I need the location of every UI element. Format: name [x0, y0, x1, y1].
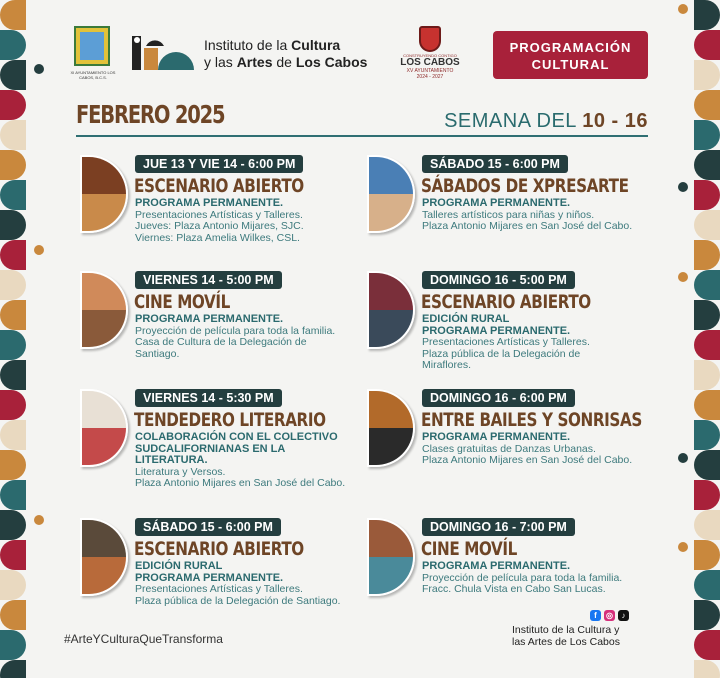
- stripe-segment: [694, 90, 720, 120]
- decorative-dot: [34, 515, 44, 525]
- right-decorative-stripe: [694, 0, 720, 678]
- event-datetime: SÁBADO 15 - 6:00 PM: [135, 518, 281, 536]
- event-highlight-line: EDICIÓN RURAL: [135, 560, 223, 572]
- event-detail-line: Plaza pública de la Delegación de Santiago.: [135, 594, 341, 607]
- decorative-dot: [678, 542, 688, 552]
- event-title: TENDEDERO LITERARIO: [134, 409, 326, 431]
- stripe-segment: [0, 420, 26, 450]
- event-details: [422, 432, 672, 467]
- stripe-segment: [694, 150, 720, 180]
- event-photo: [367, 389, 415, 467]
- stripe-segment: [0, 210, 26, 240]
- event-datetime: VIERNES 14 - 5:30 PM: [135, 389, 282, 407]
- decorative-dot: [34, 64, 44, 74]
- event-highlight-line: PROGRAMA PERMANENTE.: [422, 431, 571, 443]
- event-title: CINE MOVÍL: [421, 538, 517, 560]
- stripe-segment: [694, 180, 720, 210]
- programacion-cultural-badge: PROGRAMACIÓN CULTURAL: [493, 31, 648, 79]
- stripe-segment: [694, 330, 720, 360]
- facebook-icon[interactable]: f: [590, 610, 601, 621]
- stripe-segment: [0, 510, 26, 540]
- tiktok-icon[interactable]: ♪: [618, 610, 629, 621]
- event-highlight-line: COLABORACIÓN CON EL COLECTIVO: [135, 431, 338, 443]
- stripe-segment: [694, 300, 720, 330]
- event-highlight-line: PROGRAMA PERMANENTE.: [422, 324, 571, 337]
- municipal-logo: [74, 26, 110, 66]
- event-highlight-line: SUDCALIFORNIANAS EN LA: [135, 442, 286, 455]
- stripe-segment: [694, 270, 720, 300]
- stripe-segment: [0, 540, 26, 570]
- event-photo: [367, 271, 415, 349]
- event-photo: [80, 389, 128, 467]
- event-detail-line: Clases gratuitas de Danzas Urbanas.: [422, 442, 596, 455]
- event-photo: [80, 518, 128, 596]
- event-datetime: VIERNES 14 - 5:00 PM: [135, 271, 282, 289]
- event-details: [135, 198, 385, 244]
- left-decorative-stripe: [0, 0, 26, 678]
- stripe-segment: [0, 390, 26, 420]
- stripe-segment: [0, 300, 26, 330]
- event-datetime: JUE 13 Y VIE 14 - 6:00 PM: [135, 155, 303, 173]
- ayuntamiento-logo: CONSTRUYENDO CONTIGO LOS CABOS XV AYUNTAMIENTO 2024 - 2027: [396, 26, 464, 80]
- event-highlight-line: LITERATURA.: [135, 454, 208, 466]
- event-detail-line: Proyección de película para toda la familia.: [135, 324, 336, 337]
- stripe-segment: [0, 60, 26, 90]
- event-detail-line: Plaza Antonio Mijares en San José del Cabo.: [422, 220, 633, 232]
- institute-name: Instituto de la Cultura y las Artes de Los Cabos: [204, 37, 368, 70]
- event-title: ESCENARIO ABIERTO: [421, 291, 591, 313]
- stripe-segment: [694, 360, 720, 390]
- stripe-segment: [694, 510, 720, 540]
- social-icons: [590, 610, 629, 621]
- decorative-dot: [34, 245, 44, 255]
- event-detail-line: Viernes: Plaza Amelia Wilkes, CSL.: [135, 231, 300, 244]
- stripe-segment: [0, 30, 26, 60]
- stripe-segment: [694, 420, 720, 450]
- stripe-segment: [0, 270, 26, 300]
- event-card: [367, 389, 657, 499]
- event-highlight-line: EDICIÓN RURAL: [422, 313, 510, 325]
- event-datetime: DOMINGO 16 - 7:00 PM: [422, 518, 575, 536]
- stripe-segment: [0, 180, 26, 210]
- week-range: SEMANA DEL 10 - 16: [444, 110, 648, 132]
- event-detail-line: Presentaciones Artísticas y Talleres.: [422, 336, 590, 348]
- event-photo: [367, 155, 415, 233]
- event-highlight-line: PROGRAMA PERMANENTE.: [422, 560, 571, 572]
- decorative-dot: [678, 453, 688, 463]
- event-title: SÁBADOS DE XPRESARTE: [421, 175, 629, 197]
- event-photo: [367, 518, 415, 596]
- footer-organization: Instituto de la Cultura y las Artes de Los Cabos: [512, 624, 620, 648]
- instagram-icon[interactable]: ◎: [604, 610, 615, 621]
- event-detail-line: Fracc. Chula Vista en Cabo San Lucas.: [422, 583, 606, 595]
- hashtag: #ArteYCulturaQueTransforma: [64, 632, 223, 646]
- event-detail-line: Casa de Cultura de la Delegación de: [135, 336, 307, 348]
- event-detail-line: Santiago.: [135, 347, 180, 360]
- decorative-dot: [678, 182, 688, 192]
- event-title: ESCENARIO ABIERTO: [134, 538, 304, 560]
- stripe-segment: [0, 240, 26, 270]
- event-photo: [80, 155, 128, 233]
- event-highlight-line: PROGRAMA PERMANENTE.: [135, 197, 284, 209]
- stripe-segment: [0, 360, 26, 390]
- event-detail-line: Jueves: Plaza Antonio Mijares, SJC.: [135, 220, 304, 232]
- stripe-segment: [694, 210, 720, 240]
- stripe-segment: [0, 570, 26, 600]
- event-details: [422, 561, 672, 596]
- event-datetime: SÁBADO 15 - 6:00 PM: [422, 155, 568, 173]
- stripe-segment: [694, 60, 720, 90]
- event-title: ESCENARIO ABIERTO: [134, 175, 304, 197]
- decorative-dot: [678, 272, 688, 282]
- stripe-segment: [694, 120, 720, 150]
- decorative-dot: [678, 4, 688, 14]
- stripe-segment: [694, 390, 720, 420]
- stripe-segment: [694, 570, 720, 600]
- event-card: [367, 155, 657, 265]
- shield-icon: [419, 26, 441, 52]
- stripe-segment: [694, 240, 720, 270]
- event-details: [422, 198, 672, 233]
- stripe-segment: [694, 540, 720, 570]
- event-detail-line: Presentaciones Artísticas y Talleres.: [135, 583, 303, 595]
- event-detail-line: Talleres artísticos para niñas y niños.: [422, 208, 595, 221]
- stripe-segment: [0, 330, 26, 360]
- icaj-logo-icon: [132, 36, 194, 70]
- stripe-segment: [0, 150, 26, 180]
- event-card: [367, 271, 657, 381]
- stripe-segment: [694, 30, 720, 60]
- stripe-segment: [0, 120, 26, 150]
- event-details: [135, 432, 385, 490]
- event-detail-line: Plaza Antonio Mijares en San José del Cabo.: [422, 454, 633, 466]
- event-title: ENTRE BAILES Y SONRISAS: [421, 409, 642, 431]
- event-detail-line: Proyección de película para toda la familia.: [422, 571, 623, 584]
- event-details: [422, 314, 672, 372]
- event-card: [80, 271, 370, 381]
- event-card: [80, 155, 370, 265]
- month-title: FEBRERO 2025: [76, 100, 225, 129]
- event-details: [135, 561, 385, 607]
- event-photo: [80, 271, 128, 349]
- event-highlight-line: PROGRAMA PERMANENTE.: [135, 571, 284, 584]
- stripe-segment: [694, 660, 720, 678]
- stripe-segment: [694, 480, 720, 510]
- header-divider: [76, 135, 648, 137]
- stripe-segment: [694, 0, 720, 30]
- event-highlight-line: PROGRAMA PERMANENTE.: [422, 197, 571, 209]
- event-title: CINE MOVÍL: [134, 291, 230, 313]
- event-details: [135, 314, 385, 360]
- stripe-segment: [0, 0, 26, 30]
- stripe-segment: [0, 660, 26, 678]
- event-detail-line: Miraflores.: [422, 359, 472, 371]
- stripe-segment: [0, 90, 26, 120]
- stripe-segment: [0, 480, 26, 510]
- event-detail-line: Presentaciones Artísticas y Talleres.: [135, 208, 303, 221]
- event-detail-line: Plaza pública de la Delegación de: [422, 347, 581, 360]
- event-detail-line: Plaza Antonio Mijares en San José del Cabo.: [135, 477, 346, 489]
- stripe-segment: [694, 600, 720, 630]
- event-card: [80, 389, 370, 499]
- stripe-segment: [694, 450, 720, 480]
- event-datetime: DOMINGO 16 - 6:00 PM: [422, 389, 575, 407]
- event-card: [80, 518, 370, 628]
- event-detail-line: Literatura y Versos.: [135, 465, 226, 478]
- municipal-logo-caption: XI AYUNTAMIENTO LOS CABOS, B.C.S.: [70, 70, 116, 80]
- stripe-segment: [0, 630, 26, 660]
- event-highlight-line: PROGRAMA PERMANENTE.: [135, 313, 284, 325]
- stripe-segment: [0, 600, 26, 630]
- stripe-segment: [694, 630, 720, 660]
- stripe-segment: [0, 450, 26, 480]
- event-datetime: DOMINGO 16 - 5:00 PM: [422, 271, 575, 289]
